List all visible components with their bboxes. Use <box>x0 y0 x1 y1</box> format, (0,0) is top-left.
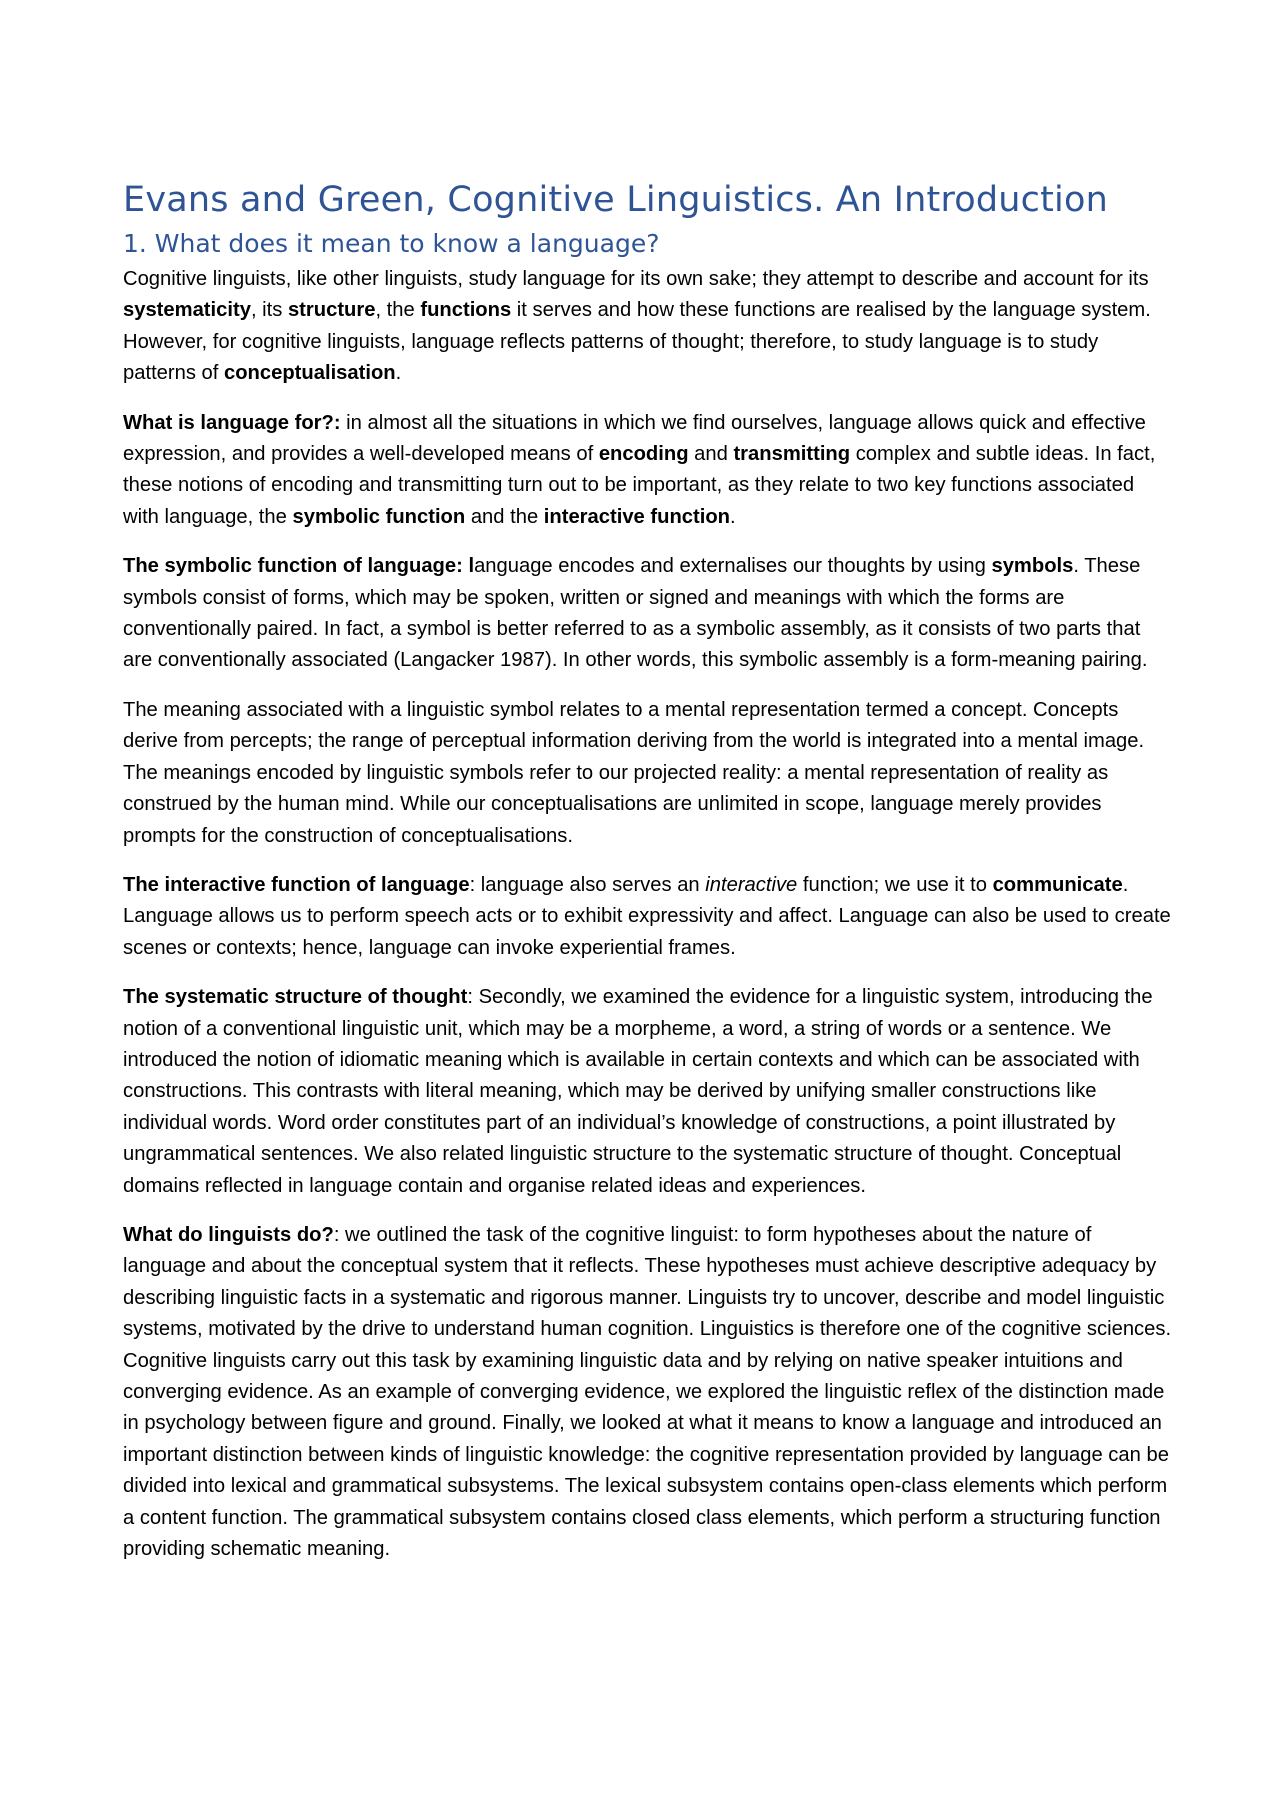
paragraph-text: , the <box>375 299 421 322</box>
paragraph-lead: The interactive function of language <box>123 873 470 896</box>
document-page <box>123 176 1173 1583</box>
paragraph-text: . <box>395 362 402 385</box>
paragraph-text: and the <box>465 505 544 528</box>
paragraph-lead: The systematic structure of thought <box>123 986 468 1009</box>
paragraph-text: anguage encodes and externalises our thoughts by using <box>474 555 992 578</box>
paragraph-meaning <box>123 695 1173 852</box>
paragraph-language-for <box>123 408 1173 534</box>
bold-term: encoding <box>598 443 689 466</box>
bold-term: interactive function <box>543 505 730 528</box>
paragraph-intro <box>123 264 1173 390</box>
bold-term: symbols <box>991 555 1074 578</box>
paragraph-text: The meaning associated with a linguistic symbol relates to a mental representation termed a concept. Concepts derive from percepts; the range of perceptual information deriving from the world is integrated into a mental image. The meanings encoded by linguistic symbols refer to our projected reality: a mental representation of reality as construed by the human mind. While our conceptualisations are unlimited in scope, language merely provides prompts for the construction of conceptualisations. <box>123 698 1145 847</box>
paragraph-text: . Language allows us to perform speech acts or to exhibit expressivity and affect. Language can also be used to create scenes or contexts; hence, language can invoke experiential frames. <box>123 873 1171 959</box>
paragraph-lead: What is language for?: <box>123 411 341 434</box>
paragraph-systematic-structure <box>123 982 1173 1202</box>
paragraph-lead: The symbolic function of language: l <box>123 555 475 578</box>
paragraph-text: function; we use it to <box>797 873 993 896</box>
paragraph-text: . <box>730 505 736 528</box>
paragraph-text: complex and subtle ideas. In fact, these notions of encoding and transmitting turn out to be important, as they relate to two key functions associated with language, the <box>123 443 1156 528</box>
paragraph-linguists-do <box>123 1220 1173 1565</box>
paragraph-text: : Secondly, we examined the evidence for a linguistic system, introducing the notion of a conventional linguistic unit, which may be a morpheme, a word, a string of words or a sentence. We introduced the notion of idiomatic meaning which is available in certain contexts and which can be associated with constructions. This contrasts with literal meaning, which may be derived by unifying smaller constructions like individual words. Word order constitutes part of an individual’s knowledge of constructions, a point illustrated by ungrammatical sentences. We also related linguistic structure to the systematic structure of thought. Conceptual domains reflected in language contain and organise related ideas and experiences. <box>123 986 1153 1197</box>
paragraph-symbolic-function <box>123 551 1173 677</box>
bold-term: transmitting <box>733 443 851 466</box>
paragraph-lead: What do linguists do? <box>123 1223 334 1246</box>
bold-term: conceptualisation <box>224 362 396 385</box>
paragraph-text: . These symbols consist of forms, which may be spoken, written or signed and meanings with which the forms are conventionally paired. In fact, a symbol is better referred to as a symbolic assembly, as it consists of two parts that are conventionally associated (Langacker 1987). In other words, this symbolic assembly is a form-meaning pairing. <box>123 555 1148 672</box>
paragraph-text: it serves and how these functions are realised by the language system. However, for cognitive linguists, language reflects patterns of thought; therefore, to study language is to study patterns of <box>123 299 1151 385</box>
bold-term: symbolic function <box>292 505 466 528</box>
paragraph-text: in almost all the situations in which we find ourselves, language allows quick and effective expression, and provides a well-developed means of <box>123 411 1146 466</box>
paragraph-text: : we outlined the task of the cognitive linguist: to form hypotheses about the nature of language and about the conceptual system that it reflects. These hypotheses must achieve descriptive adequacy by describing linguistic facts in a systematic and rigorous manner. Linguists try to uncover, describe and model linguistic systems, motivated by the drive to understand human cognition. Linguistics is therefore one of the cognitive sciences. Cognitive linguists carry out this task by examining linguistic data and by relying on native speaker intuitions and converging evidence. As an example of converging evidence, we explored the linguistic reflex of the distinction made in psychology between figure and ground. Finally, we looked at what it means to know a language and introduced an important distinction between kinds of linguistic knowledge: the cognitive representation provided by language can be divided into lexical and grammatical subsystems. The lexical subsystem contains open-class elements which perform a content function. The grammatical subsystem contains closed class elements, which perform a structuring function providing schematic meaning. <box>123 1223 1172 1561</box>
bold-term: functions <box>420 299 512 322</box>
paragraph-text: , its <box>250 299 288 322</box>
bold-term: communicate <box>992 873 1123 896</box>
paragraph-text: : language also serves an <box>469 873 706 896</box>
paragraph-text: Cognitive linguists, like other linguists, study language for its own sake; they attempt to describe and account for its <box>123 268 1149 290</box>
paragraph-text: and <box>688 443 734 466</box>
bold-term: systematicity <box>123 299 251 322</box>
bold-term: structure <box>287 299 376 322</box>
document-title: Evans and Green, Cognitive Linguistics. An Introduction <box>123 180 1108 220</box>
section-heading: 1. What does it mean to know a language? <box>123 229 660 258</box>
italic-term: interactive <box>705 873 798 896</box>
paragraph-interactive-function <box>123 870 1173 964</box>
